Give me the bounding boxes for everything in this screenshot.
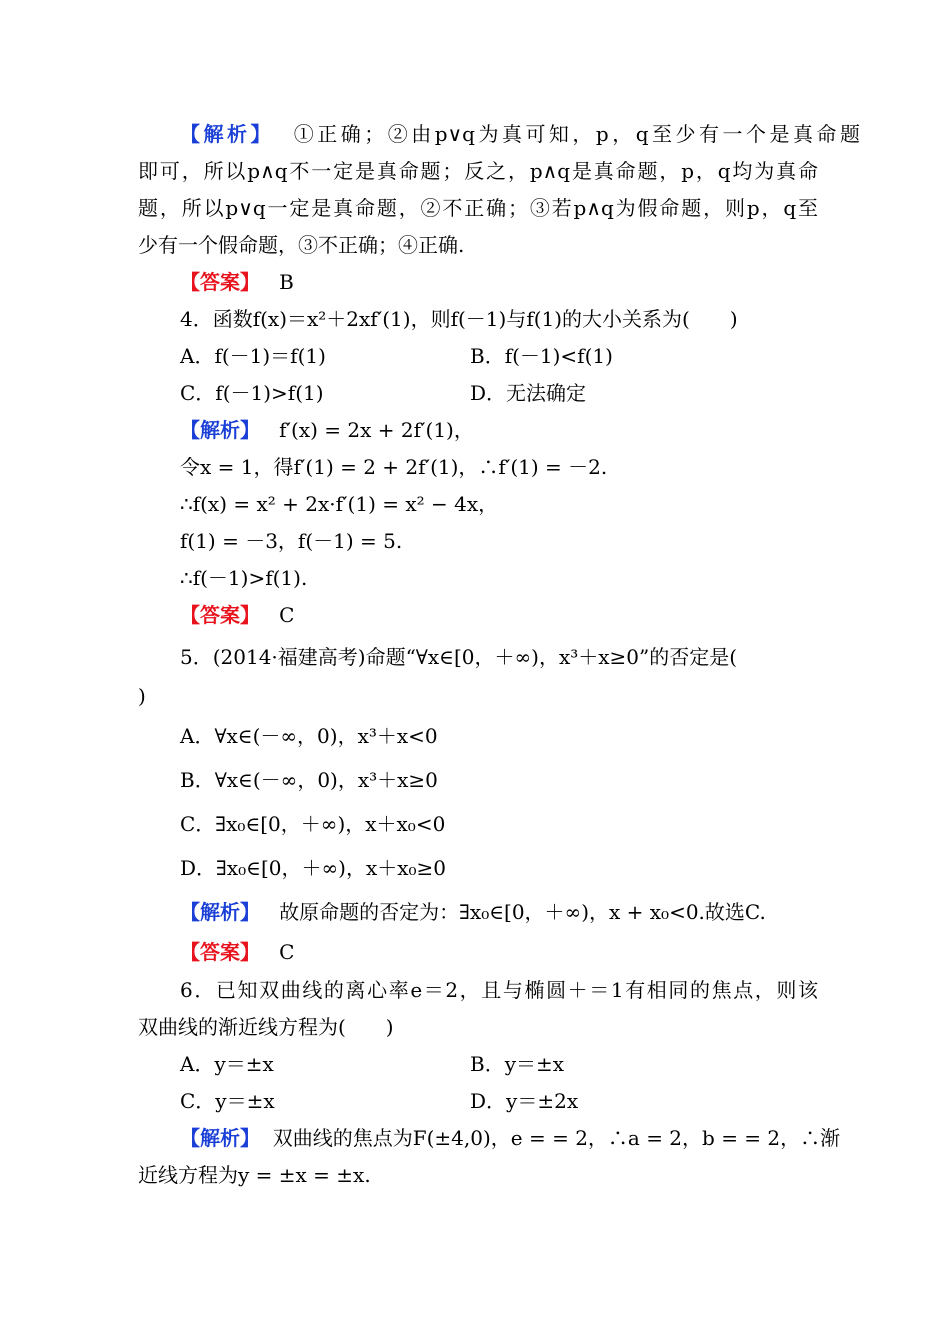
q5-option-a: A．∀x∈(－∞，0)，x³＋x<0 <box>180 724 438 748</box>
daan-tag: 【答案】 <box>180 270 260 294</box>
q4-option-c: C．f(－1)>f(1) <box>180 381 324 405</box>
q6-option-a: A．y＝±x <box>180 1052 274 1076</box>
answer-value: B <box>279 270 294 294</box>
q4-option-b: B．f(－1)<f(1) <box>470 344 613 368</box>
q6-option-b: B．y＝±x <box>470 1052 565 1076</box>
expl-text: f′(x) = 2x + 2f′(1)， <box>279 418 474 442</box>
prev-answer-line <box>180 268 860 296</box>
jiexi-tag: 【解析】 <box>180 1126 260 1150</box>
q5-option-c: C．∃x₀∈[0，＋∞)，x＋x₀<0 <box>180 812 446 836</box>
daan-tag: 【答案】 <box>180 603 260 627</box>
q4-expl-line-2: 令x = 1，得f′(1) = 2 + 2f′(1)，∴f′(1) = －2. <box>180 455 608 479</box>
q4-option-a: A．f(－1)＝f(1) <box>180 344 326 368</box>
q6-options-row-2 <box>180 1087 860 1115</box>
q5-stem-end: ) <box>138 684 146 708</box>
q4-option-d: D．无法确定 <box>470 381 587 405</box>
expl-text: ①正确；②由p∨q为真可知，p，q至少有一个是真命题 <box>293 122 861 146</box>
q6-stem-line-2: 双曲线的渐近线方程为( ) <box>138 1015 394 1039</box>
answer-value: C <box>279 940 295 964</box>
q4-expl-line-1 <box>180 416 860 444</box>
prev-expl-line-1 <box>180 120 860 148</box>
q4-answer-line <box>180 601 860 629</box>
q6-options-row-1 <box>180 1050 860 1078</box>
jiexi-tag: 【解析】 <box>180 418 260 442</box>
prev-expl-line-4: 少有一个假命题，③不正确；④正确. <box>138 233 465 257</box>
q4-expl-line-5: ∴f(－1)>f(1). <box>180 566 308 590</box>
q6-expl-line-1 <box>180 1124 841 1152</box>
q4-options-row-2 <box>180 379 860 407</box>
prev-expl-line-3: 题，所以p∨q一定是真命题，②不正确；③若p∧q为假命题，则p，q至 <box>138 196 818 220</box>
q4-expl-line-4: f(1) = －3，f(－1) = 5. <box>180 529 403 553</box>
q5-answer-line <box>180 938 860 966</box>
expl-text: 双曲线的焦点为F(±4,0)，e = = 2，∴a = 2，b = = 2，∴渐 <box>272 1126 841 1150</box>
expl-text: 故原命题的否定为：∃x₀∈[0，＋∞)，x + x₀<0.故选C. <box>279 900 766 924</box>
q5-option-b: B．∀x∈(－∞，0)，x³＋x≥0 <box>180 768 438 792</box>
q4-options-row-1 <box>180 342 860 370</box>
q4-stem: 4．函数f(x)＝x²＋2xf′(1)，则f(－1)与f(1)的大小关系为( ) <box>180 307 738 331</box>
q4-expl-line-3: ∴f(x) = x² + 2x·f′(1) = x² − 4x， <box>180 492 499 516</box>
prev-expl-line-2: 即可，所以p∧q不一定是真命题；反之，p∧q是真命题，p，q均为真命 <box>138 159 818 183</box>
q6-stem-line-1: 6．已知双曲线的离心率e＝2，且与椭圆＋＝1有相同的焦点，则该 <box>180 978 818 1002</box>
answer-value: C <box>279 603 295 627</box>
q5-option-d: D．∃x₀∈[0，＋∞)，x＋x₀≥0 <box>180 856 447 880</box>
daan-tag: 【答案】 <box>180 940 260 964</box>
jiexi-tag: 【解析】 <box>180 122 274 146</box>
q5-stem: 5．(2014·福建高考)命题“∀x∈[0，＋∞)，x³＋x≥0”的否定是( <box>180 645 738 669</box>
q6-expl-line-2: 近线方程为y = ±x = ±x. <box>138 1163 371 1187</box>
jiexi-tag: 【解析】 <box>180 900 260 924</box>
q6-option-d: D．y＝±2x <box>470 1089 579 1113</box>
q6-option-c: C．y＝±x <box>180 1089 275 1113</box>
q5-expl-line <box>180 898 860 926</box>
